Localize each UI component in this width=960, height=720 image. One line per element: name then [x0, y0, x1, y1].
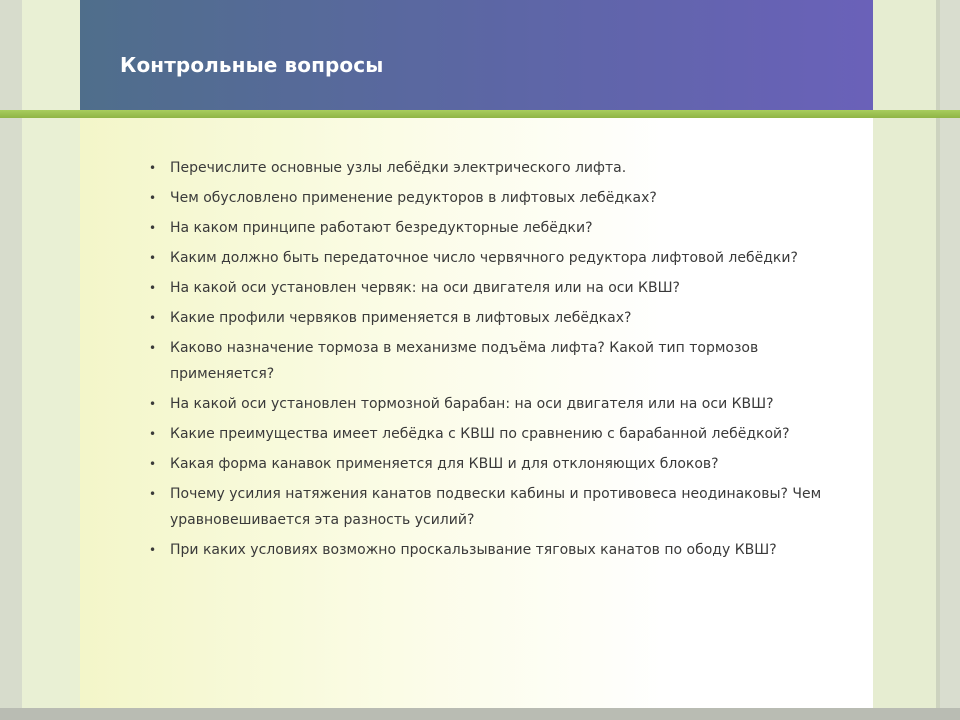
bullet-icon: • — [149, 161, 157, 175]
question-text: Какая форма канавок применяется для КВШ и для отклоняющих блоков? — [170, 456, 719, 472]
question-item — [145, 155, 835, 181]
question-item — [145, 245, 835, 271]
bullet-icon: • — [149, 191, 157, 205]
question-item — [145, 185, 835, 211]
bullet-icon: • — [149, 397, 157, 411]
bullet-icon: • — [149, 221, 157, 235]
question-item — [145, 391, 835, 417]
question-item — [145, 537, 835, 563]
question-text: Почему усилия натяжения канатов подвески кабины и противовеса неодинаковы? Чем уравновешивается эта разность усилий? — [170, 486, 822, 528]
bullet-icon: • — [149, 341, 157, 355]
header-divider — [0, 110, 960, 118]
bullet-icon: • — [149, 457, 157, 471]
question-item — [145, 335, 835, 387]
question-item — [145, 305, 835, 331]
bullet-icon: • — [149, 427, 157, 441]
question-item — [145, 451, 835, 477]
question-text: На каком принципе работают безредукторные лебёдки? — [170, 220, 593, 236]
question-item — [145, 481, 835, 533]
question-text: На какой оси установлен тормозной барабан: на оси двигателя или на оси КВШ? — [170, 396, 774, 412]
question-text: Чем обусловлено применение редукторов в лифтовых лебёдках? — [170, 190, 657, 206]
question-text: Какие профили червяков применяется в лифтовых лебёдках? — [170, 310, 632, 326]
bullet-icon: • — [149, 281, 157, 295]
left-stripe-light — [22, 0, 80, 720]
right-stripe-gray — [940, 0, 960, 720]
left-stripe-gray — [0, 0, 22, 720]
slide-title: Контрольные вопросы — [120, 53, 384, 77]
question-text: При каких условиях возможно проскальзывание тяговых канатов по ободу КВШ? — [170, 542, 777, 558]
right-stripe-light — [873, 0, 940, 720]
question-item — [145, 275, 835, 301]
question-text: На какой оси установлен червяк: на оси двигателя или на оси КВШ? — [170, 280, 680, 296]
slide-header — [80, 0, 873, 110]
bottom-bar — [0, 708, 960, 720]
question-text: Каким должно быть передаточное число червячного редуктора лифтовой лебёдки? — [170, 250, 798, 266]
question-text: Какие преимущества имеет лебёдка с КВШ по сравнению с барабанной лебёдкой? — [170, 426, 790, 442]
question-text: Перечислите основные узлы лебёдки электрического лифта. — [170, 160, 627, 176]
question-item — [145, 215, 835, 241]
bullet-icon: • — [149, 251, 157, 265]
bullet-icon: • — [149, 311, 157, 325]
question-text: Каково назначение тормоза в механизме подъёма лифта? Какой тип тормозов применяется? — [170, 340, 759, 382]
bullet-icon: • — [149, 487, 157, 501]
question-item — [145, 421, 835, 447]
questions-list — [145, 155, 835, 567]
bullet-icon: • — [149, 543, 157, 557]
